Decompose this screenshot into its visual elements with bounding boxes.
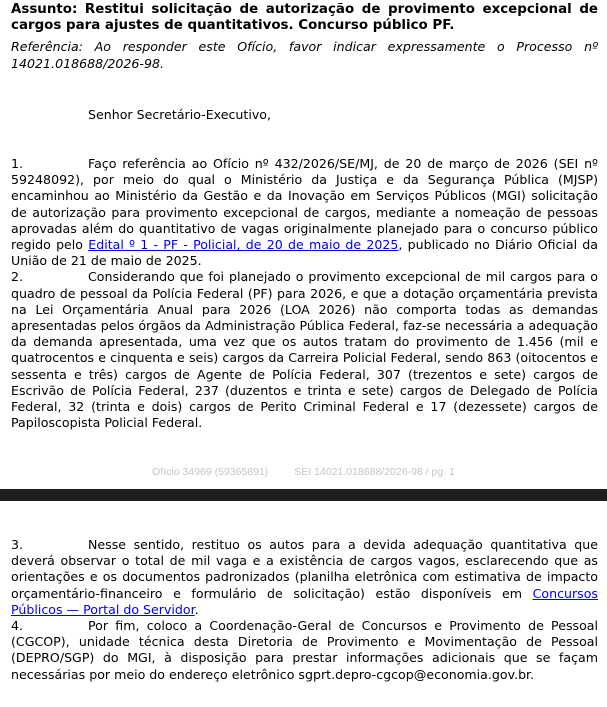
paragraph-text-end: . [194, 601, 199, 617]
subject-heading: Assunto: Restitui solicitação de autorização de provimento excepcional de cargos para ajustes de quantitativos. Concurso público PF. [11, 2, 598, 34]
paragraph-text: Por fim, coloco a Coordenação-Geral de Concursos e Provimento de Pessoal (CGCOP), unidade técnica desta Diretoria de Provimento e Movimentação de Pessoal (DEPRO/SGP) do MGI, à disposição para prestar informações adicionais que se façam necessárias por meio do endereço eletrônico sgprt.depro-cgcop@economia.gov.br. [11, 618, 598, 682]
page-footer [0, 466, 607, 478]
page-break-divider [0, 489, 607, 501]
paragraph-text-end: , publicado no Diário Oficial da União de 21 de maio de 2025. [11, 237, 599, 269]
paragraph-text: Nesse sentido, restituo os autos para a devida adequação quantitativa que deverá observar o total de mil vaga e a existência de cargos vagos, esclarecendo que as orientações e os documentos padronizados (planilha eletrônica com estimativa de impacto orçamentário-financeiro e formulário de solicitação) estão disponíveis em [11, 537, 598, 601]
paragraph-3 [11, 537, 598, 618]
salutation: Senhor Secretário-Executivo, [88, 106, 271, 122]
paragraph-text: Faço referência ao Ofício nº 432/2026/SE/MJ, de 20 de março de 2026 (SEI nº 59248092), por meio do qual o Ministério da Justiça e da Segurança Pública (MJSP) encaminhou ao Ministério da Gestão e da Inovação em Serviços Públicos (MGI) solicitação de autorização para provimento excepcional de cargos, mediante a nomeação de pessoas aprovadas além do quantitativo de vagas originalmente planejado para o concurso público regido pelo [11, 156, 598, 253]
paragraph-number: 4. [11, 618, 24, 634]
edital-link[interactable]: Edital º 1 - PF - Policial, de 20 de maio de 2025 [88, 237, 399, 253]
footer-document-id: Ofício 34969 (59365891) [152, 466, 269, 478]
paragraph-number: 3. [11, 537, 24, 552]
paragraph-1 [11, 156, 598, 269]
paragraph-number: 1. [11, 156, 24, 172]
document-page-2 [0, 537, 607, 683]
paragraph-text: Considerando que foi planejado o provimento excepcional de mil cargos para o quadro de pessoal da Polícia Federal (PF) para 2026, e que a dotação orçamentária prevista na Lei Orçamentária Anual para 2026 (LOA 2026) não comporta todas as demandas apresentadas pelos órgãos da Administração Pública Federal, faz-se necessária a adequação da demanda apresentada, uma vez que os autos tratam do provimento de 1.456 (mil e quatrocentos e cinquenta e seis) cargos da Carreira Policial Federal, sendo 863 (oitocentos e sessenta e três) cargos de Agente de Polícia Federal, 307 (trezentos e sete) cargos de Escrivão de Polícia Federal, 237 (duzentos e trinta e sete) cargos de Delegado de Polícia Federal, 32 (trinta e dois) cargos de Perito Criminal Federal e 17 (dezessete) cargos de Papiloscopista Policial Federal. [11, 269, 598, 431]
reference-note: Referência: Ao responder este Ofício, favor indicar expressamente o Processo nº 14021.018688/2026-98. [11, 39, 598, 71]
portal-servidor-link[interactable]: Concursos Públicos — Portal do Servidor [11, 585, 598, 617]
paragraph-4 [11, 618, 598, 683]
footer-process-page: SEI 14021.018688/2026-98 / pg. 1 [294, 466, 455, 478]
paragraph-number: 2. [11, 269, 24, 285]
paragraph-2 [11, 269, 598, 431]
